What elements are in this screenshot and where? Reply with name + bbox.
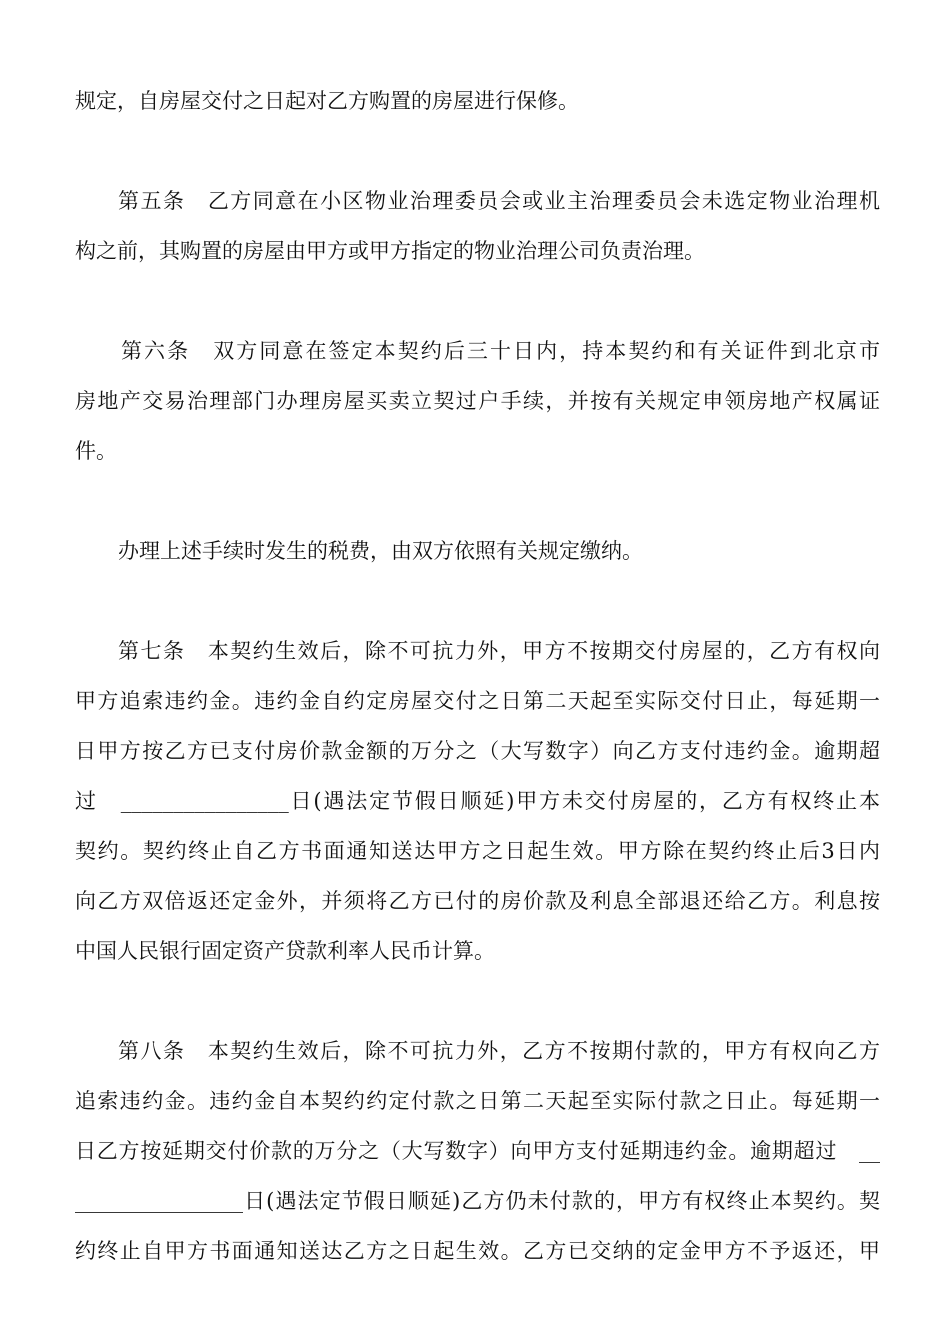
- article-8-line-2: 追索违约金。违约金自本契约约定付款之日第二天起至实际付款之日止。每延期一: [75, 1089, 880, 1113]
- article-7-line-3: 日甲方按乙方已支付房价款金额的万分之（大写数字）向乙方支付违约金。逾期超: [75, 739, 880, 763]
- article-7-line-7: 中国人民银行固定资产贷款利率人民币计算。: [75, 939, 495, 963]
- article-5-line-1: 第五条 乙方同意在小区物业治理委员会或业主治理委员会未选定物业治理机: [118, 189, 880, 213]
- article-7-line-5: 契约。契约终止自乙方书面通知送达甲方之日起生效。甲方除在契约终止后3日内: [75, 839, 880, 863]
- article-6-line-3: 件。: [75, 439, 117, 463]
- text-line: 规定，自房屋交付之日起对乙方购置的房屋进行保修。: [75, 89, 579, 113]
- article-5-line-2: 构之前，其购置的房屋由甲方或甲方指定的物业治理公司负责治理。: [75, 239, 705, 263]
- article-8-line-3: 日乙方按延期交付价款的万分之（大写数字）向甲方支付延期违约金。逾期超过 __: [75, 1139, 880, 1163]
- article-8-line-4: ________________日(遇法定节假日顺延)乙方仍未付款的，甲方有权终止本契约。契: [75, 1189, 880, 1213]
- article-6-line-2: 房地产交易治理部门办理房屋买卖立契过户手续，并按有关规定申领房地产权属证: [75, 389, 880, 413]
- article-8-line-1: 第八条 本契约生效后，除不可抗力外，乙方不按期付款的，甲方有权向乙方: [118, 1039, 880, 1063]
- article-6-line-1: 第六条 双方同意在签定本契约后三十日内，持本契约和有关证件到北京市: [121, 339, 880, 363]
- article-8-line-5: 约终止自甲方书面通知送达乙方之日起生效。乙方已交纳的定金甲方不予返还，甲: [75, 1239, 880, 1263]
- article-7-line-4: 过 ________________日(遇法定节假日顺延)甲方未交付房屋的，乙方有权终止本: [75, 789, 880, 813]
- article-7-line-2: 甲方追索违约金。违约金自约定房屋交付之日第二天起至实际交付日止，每延期一: [75, 689, 880, 713]
- article-7-line-6: 向乙方双倍返还定金外，并须将乙方已付的房价款及利息全部退还给乙方。利息按: [75, 889, 880, 913]
- article-7-line-1: 第七条 本契约生效后，除不可抗力外，甲方不按期交付房屋的，乙方有权向: [118, 639, 880, 663]
- tax-paragraph: 办理上述手续时发生的税费，由双方依照有关规定缴纳。: [118, 539, 643, 563]
